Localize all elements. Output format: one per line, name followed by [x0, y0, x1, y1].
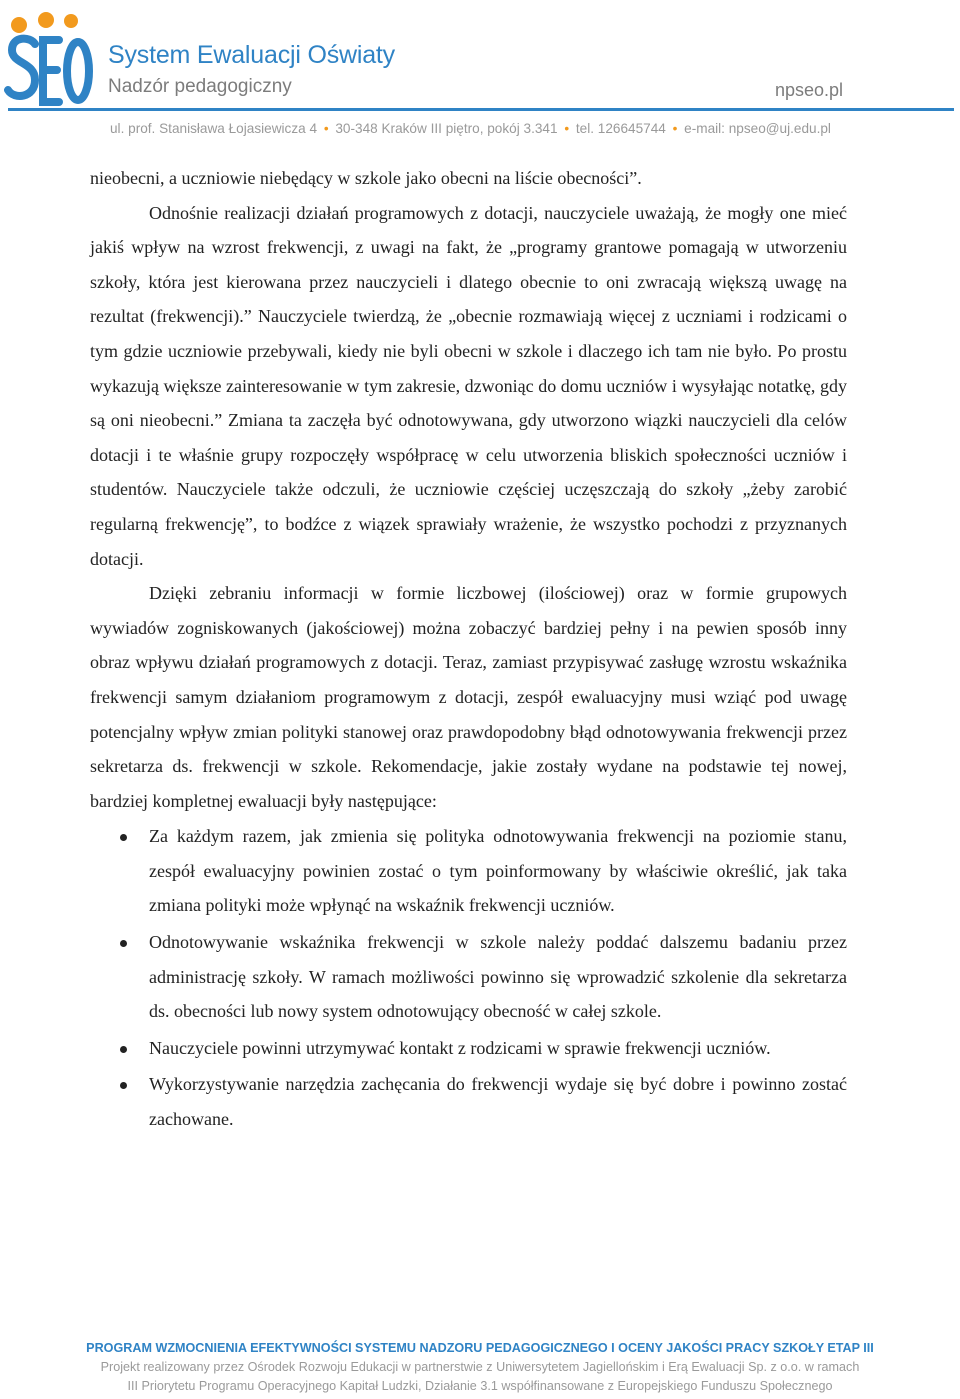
list-item-text: Nauczyciele powinni utrzymywać kontakt z rodzicami w sprawie frekwencji uczniów. — [149, 1037, 771, 1058]
phone-number: tel. 126645744 — [575, 121, 666, 136]
list-item — [90, 1031, 847, 1066]
paragraph-program-actions: Odnośnie realizacji działań programowych z dotacji, nauczyciele uważają, że mogły one mieć jakiś wpływ na wzrost frekwencji, z uwagi na fakt, że „programy grantowe pomagają w utworzeniu szkoły, która jest kierowana przez nauczycieli i dlatego obecnie to oni zwracają większą uwagę na rezultat (frekwencji).” Nauczyciele twierdzą, że „obecnie rozmawiają więcej z uczniami i rodzicami o tym gdzie uczniowie przebywali, kiedy nie byli obecni w szkole i dlaczego ich tam nie było. Po prostu wykazują większe zainteresowanie w tym zakresie, dzwoniąc do domu uczniów i wysyłając notatkę, gdy są oni nieobecni.” Zmiana ta zaczęła być odnotowywana, gdy utworzono wiązki nauczycieli dla celów dotacji i te właśnie grupy rozpoczęły współpracę w celu utworzenia bliskich społeczności uczniów i studentów. Nauczyciele także odczuli, że uczniowie częściej uczęszczają do szkoły „żeby zarobić regularną frekwencję”, to bodźce z wiązek sprawiały wrażenie, że wszystko pochodzi z przyznanych dotacji. — [90, 202, 847, 569]
list-item — [90, 1067, 847, 1136]
separator-dot: • — [564, 121, 570, 136]
separator-dot: • — [323, 121, 329, 136]
list-item — [90, 925, 847, 1029]
list-item-text: Odnotowywanie wskaźnika frekwencji w szkole należy poddać dalszemu badaniu przez administrację szkoły. W ramach możliwości powinno się wprowadzić szkolenie dla sekretarza ds. obecności lub nowy system odnotowujący obecność w całej szkole. — [149, 932, 847, 1022]
site-url[interactable]: npseo.pl — [775, 80, 844, 100]
bullet-icon — [120, 834, 127, 841]
footer-project-info: Projekt realizowany przez Ośrodek Rozwoju Edukacji w partnerstwie z Uniwersytetem Jagiellońskim i Erą Ewaluacji Sp. z o.o. w ramach — [100, 1360, 860, 1374]
list-item — [90, 819, 847, 923]
street-address: ul. prof. Stanisława Łojasiewicza 4 — [110, 121, 318, 136]
footer-funding-info: III Priorytetu Programu Operacyjnego Kapitał Ludzki, Działanie 3.1 współfinansowane z Europejskiego Funduszu Społecznego — [127, 1379, 833, 1393]
brand-title: System Ewaluacji Oświaty — [108, 41, 395, 69]
page-header — [0, 0, 960, 145]
brand-subtitle: Nadzór pedagogiczny — [108, 76, 292, 97]
seo-logo-icon — [4, 6, 96, 110]
bullet-icon — [120, 1082, 127, 1089]
contact-line — [110, 121, 831, 136]
document-body — [90, 161, 847, 1139]
page-footer — [0, 1338, 960, 1396]
header-divider — [8, 108, 954, 111]
recommendations-list — [90, 819, 847, 1136]
list-item-text: Za każdym razem, jak zmienia się polityka odnotowywania frekwencji na poziomie stanu, zespół ewaluacyjny powinien zostać o tym poinformowany by właściwie określić, jak taka zmiana polityki może wpłynąć na wskaźnik frekwencji uczniów. — [149, 826, 847, 916]
list-item-text: Wykorzystywanie narzędzia zachęcania do frekwencji wydaje się być dobre i powinno zostać zachowane. — [149, 1074, 847, 1130]
email-address[interactable]: e-mail: npseo@uj.edu.pl — [684, 121, 831, 136]
footer-program-title: PROGRAM WZMOCNIENIA EFEKTYWNOŚCI SYSTEMU NADZORU PEDAGOGICZNEGO I OCENY JAKOŚCI PRACY SZKOŁY ETAP III — [86, 1341, 874, 1355]
paragraph-data-collection: Dzięki zebraniu informacji w formie liczbowej (ilościowej) oraz w formie grupowych wywiadów zogniskowanych (jakościowej) można zobaczyć bardziej pełny i na pewien sposób inny obraz wpływu działań programowych z dotacji. Teraz, zamiast przypisywać zasługę wzrostu wskaźnika frekwencji samym działaniom programowym z dotacji, zespół ewaluacyjny musi wziąć pod uwagę potencjalny wpływ zmian polityki stanowej oraz prawdopodobny błąd odnotowywania frekwencji przez sekretarza ds. frekwencji w szkole. Rekomendacje, jakie zostały wydane na podstawie tej nowej, bardziej kompletnej ewaluacji były następujące: — [90, 583, 847, 811]
city-address: 30-348 Kraków III piętro, pokój 3.341 — [335, 121, 558, 136]
bullet-icon — [120, 1046, 127, 1053]
separator-dot: • — [672, 121, 678, 136]
bullet-icon — [120, 940, 127, 947]
paragraph-continuation: nieobecni, a uczniowie niebędący w szkole jako obecni na liście obecności”. — [90, 168, 642, 188]
